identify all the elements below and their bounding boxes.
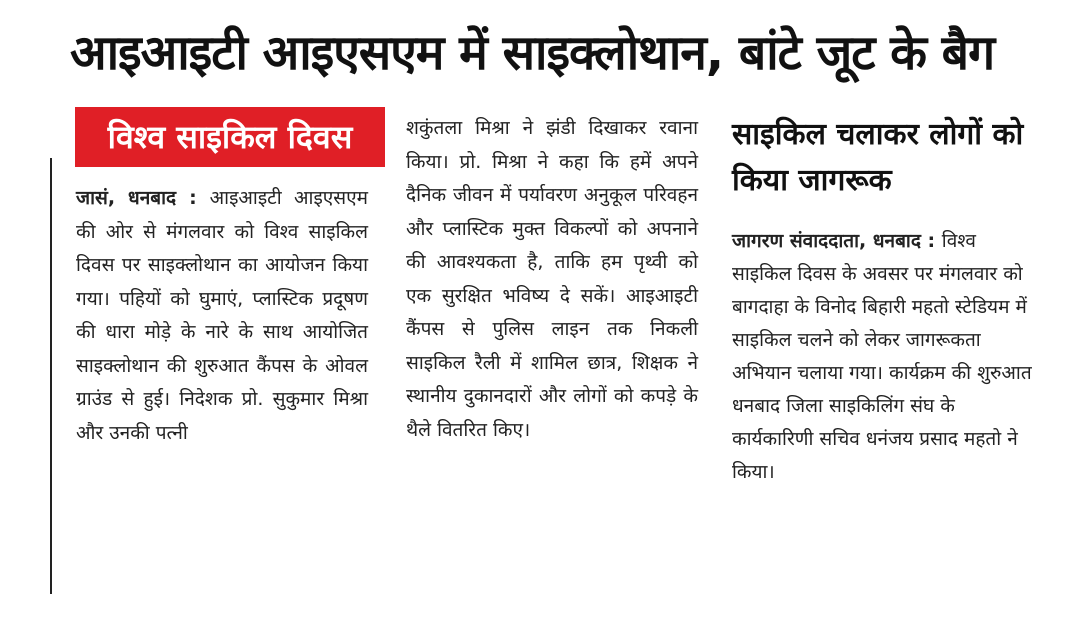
story1-column-1 <box>76 182 368 450</box>
section-badge: विश्व साइकिल दिवस <box>75 107 385 167</box>
story1-column-2: शकुंतला मिश्रा ने झंडी दिखाकर रवाना किया। प्रो. मिश्रा ने कहा कि हमें अपने दैनिक जीवन में पर्यावरण अनुकूल परिवहन और प्लास्टिक मुक्त विकल्पों को अपनाने की आवश्यकता है, ताकि हम पृथ्वी को एक सुरक्षित भविष्य दे सकें। आइआइटी कैंपस से पुलिस लाइन तक निकली साइकिल रैली में शामिल छात्र, शिक्षक ने स्थानीय दुकानदारों और लोगों को कपड़े के थैले वितरित किए। <box>406 117 698 441</box>
column-rule <box>50 158 52 594</box>
story2-body: विश्व साइकिल दिवस के अवसर पर मंगलवार को बागदाहा के विनोद बिहारी महतो स्टेडियम में साइकिल चलने को लेकर जागरूकता अभियान चलाया गया। कार्यक्रम की शुरुआत धनबाद जिला साइकिलिंग संघ के कार्यकारिणी सचिव धनंजय प्रसाद महतो ने किया। <box>732 230 1032 483</box>
headline: आइआइटी आइएसएम में साइक्लोथान, बांटे जूट के बैग <box>70 25 995 81</box>
story2-subhead: साइकिल चलाकर लोगों को किया जागरूक <box>732 117 1024 198</box>
story1-dateline: जासं, धनबाद : <box>76 187 210 209</box>
story2-dateline: जागरण संवाददाता, धनबाद : <box>732 230 942 252</box>
story2-column <box>732 225 1032 489</box>
story1-body-col1: आइआइटी आइएसएम की ओर से मंगलवार को विश्व साइकिल दिवस पर साइक्लोथान का आयोजन किया गया। पहियों को घुमाएं, प्लास्टिक प्रदूषण की धारा मोड़े के नारे के साथ आयोजित साइक्लोथान की शुरुआत कैंपस के ओवल ग्राउंड से हुई। निदेशक प्रो. सुकुमार मिश्रा और उनकी पत्नी <box>76 187 368 444</box>
